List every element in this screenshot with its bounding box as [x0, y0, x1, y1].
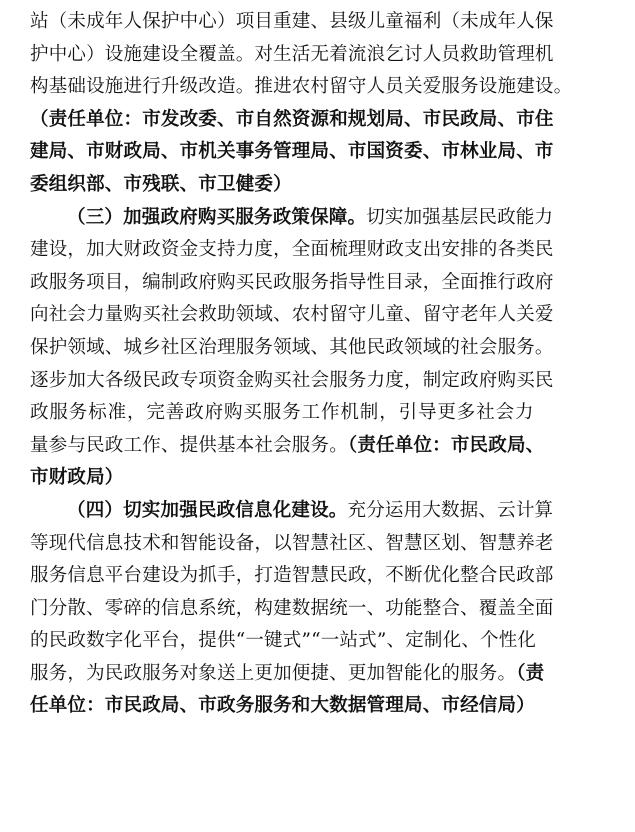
responsibility-text: （责 — [516, 662, 545, 684]
section-3-heading-line — [30, 202, 620, 235]
text-line-14 — [30, 430, 620, 463]
text-line-17 — [30, 528, 620, 561]
section-3-heading: （三）加强政府购买服务政策保障。 — [67, 206, 367, 228]
section-4-heading-line — [30, 495, 620, 528]
section-4-heading: （四）切实加强民政信息化建设。 — [67, 499, 348, 521]
responsibility-text: （责任单位：市发改委、市自然资源和规划局、市民政局、市住 — [30, 108, 554, 130]
responsibility-line-2 — [30, 136, 620, 169]
text-line-11 — [30, 332, 620, 365]
responsibility-line-3 — [30, 169, 620, 202]
text-line-21 — [30, 658, 620, 691]
text-segment: 站（未成年人保护中心）项目重建、县级儿童福利（未成年人保 — [30, 11, 554, 32]
text-line-3 — [30, 71, 620, 104]
text-segment: 逐步加大各级民政专项资金购买社会服务力度，制定政府购买民 — [30, 369, 554, 391]
text-segment: 的民政数字化平台，提供“一键式”“一站式”、定制化、个性化 — [30, 630, 537, 652]
text-segment: 服务，为民政服务对象送上更加便捷、更加智能化的服务。 — [30, 662, 517, 684]
text-segment: 充分运用大数据、云计算 — [347, 499, 554, 521]
text-segment: 政服务项目，编制政府购买民政服务指导性目录，全面推行政府 — [30, 271, 554, 293]
responsibility-line-5 — [30, 690, 620, 723]
text-segment: 量参与民政工作、提供基本社会服务。 — [30, 434, 348, 456]
responsibility-line-4 — [30, 462, 620, 495]
text-segment: 向社会力量购买社会救助领域、农村留守儿童、留守老年人关爱 — [30, 304, 554, 326]
text-line-9 — [30, 267, 620, 300]
responsibility-text: 委组织部、市残联、市卫健委） — [30, 173, 292, 195]
text-line-13 — [30, 397, 620, 430]
text-line-10 — [30, 299, 620, 332]
text-line-1 — [30, 6, 620, 39]
text-segment: 切实加强基层民政能力 — [366, 206, 554, 228]
text-line-12 — [30, 365, 620, 398]
text-line-18 — [30, 560, 620, 593]
responsibility-text: 市财政局） — [30, 467, 124, 489]
text-line-8 — [30, 234, 620, 267]
text-segment: 构基础设施进行升级改造。推进农村留守人员关爱服务设施建设。 — [30, 76, 573, 98]
text-line-19 — [30, 593, 620, 626]
text-segment: 保护领域、城乡社区治理服务领域、其他民政领域的社会服务。 — [30, 336, 554, 358]
responsibility-text: （责任单位：市民政局、 — [347, 434, 545, 456]
text-segment: 门分散、零碎的信息系统，构建数据统一、功能整合、覆盖全面 — [30, 597, 554, 619]
responsibility-text: 建局、市财政局、市机关事务管理局、市国资委、市林业局、市 — [30, 141, 554, 163]
text-segment: 护中心）设施建设全覆盖。对生活无着流浪乞讨人员救助管理机 — [30, 43, 554, 65]
text-line-2 — [30, 39, 620, 72]
text-segment: 等现代信息技术和智能设备，以智慧社区、智慧区划、智慧养老 — [30, 532, 554, 554]
text-segment: 政服务标准，完善政府购买服务工作机制，引导更多社会力 — [30, 402, 535, 424]
text-segment: 服务信息平台建设为抓手，打造智慧民政，不断优化整合民政部 — [30, 565, 554, 587]
responsibility-line-1 — [30, 104, 620, 137]
text-segment: 建设，加大财政资金支持力度，全面梳理财政支出安排的各类民 — [30, 239, 554, 261]
document-page — [30, 6, 620, 723]
text-line-20 — [30, 625, 620, 658]
responsibility-text: 任单位：市民政局、市政务服务和大数据管理局、市经信局） — [30, 695, 535, 717]
